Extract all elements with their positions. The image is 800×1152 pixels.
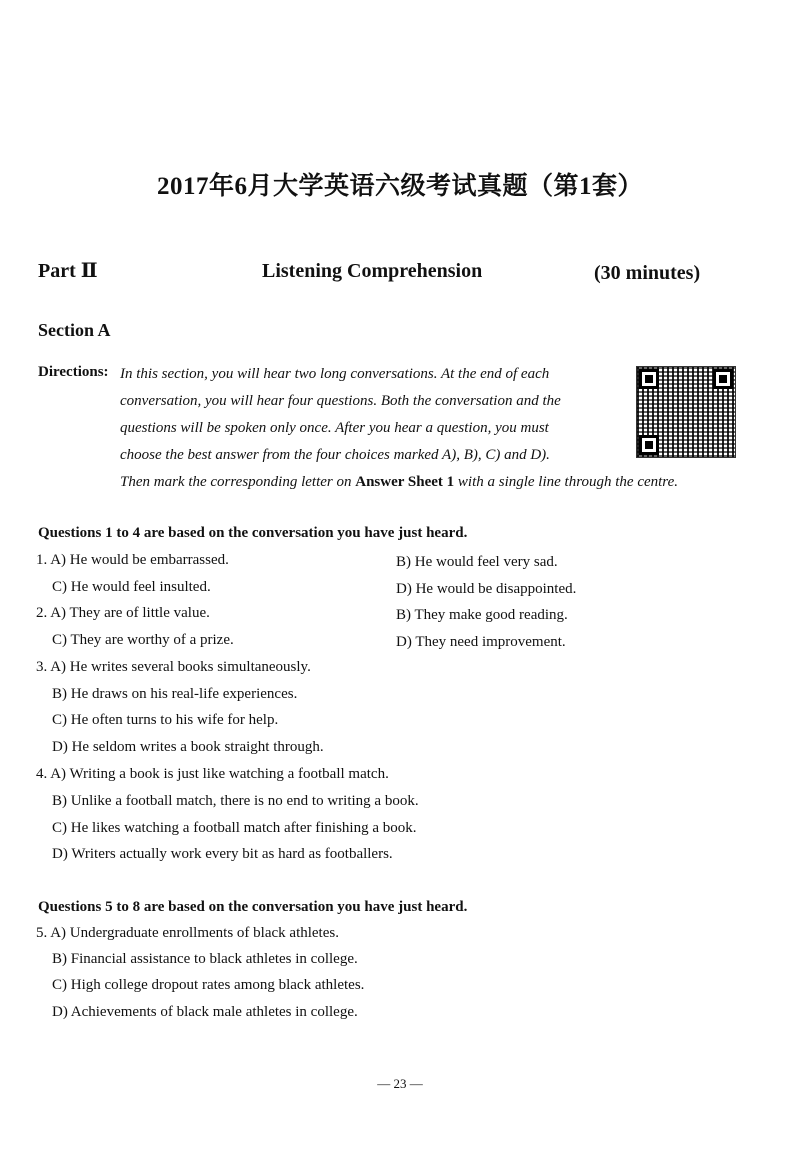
option-text: He seldom writes a book straight through. [71, 739, 324, 755]
option-letter: A) [50, 659, 67, 675]
option-letter: C) [52, 632, 67, 648]
question-2-option-c [52, 632, 234, 649]
option-letter: D) [396, 581, 412, 597]
option-text: Financial assistance to black athletes in college. [70, 951, 358, 967]
option-text: They make good reading. [414, 607, 568, 623]
qr-finder-pattern [639, 369, 659, 389]
question-number: 4. [36, 766, 48, 782]
option-text: They are of little value. [69, 605, 210, 621]
question-3-option-b [52, 686, 297, 703]
option-letter: A) [50, 925, 67, 941]
question-5-option-c [52, 977, 364, 994]
question-1-option-d [396, 581, 576, 598]
qr-code-image [636, 366, 736, 458]
option-letter: C) [52, 820, 67, 836]
directions-line: In this section, you will hear two long conversations. At the end of each [120, 366, 550, 382]
option-letter: B) [52, 793, 67, 809]
option-text: He would feel very sad. [414, 554, 558, 570]
option-letter: A) [50, 605, 67, 621]
question-number: 3. [36, 659, 48, 675]
directions-text: with a single line through the centre. [454, 474, 678, 490]
directions-line: choose the best answer from the four choices marked A), B), C) and D). [120, 447, 550, 463]
option-letter: D) [52, 1004, 68, 1020]
question-5-option-d [52, 1004, 358, 1021]
option-text: He would be disappointed. [415, 581, 577, 597]
question-4-option-a [36, 766, 389, 783]
question-5-option-b [52, 951, 358, 968]
page-title: 2017年6月大学英语六级考试真题（第1套） [156, 173, 643, 200]
part-name: Listening Comprehension [262, 260, 483, 282]
question-number: 2. [36, 605, 48, 621]
question-1-option-c [52, 579, 211, 596]
question-2-option-a [36, 605, 210, 622]
page-number: — 23 — [377, 1076, 423, 1091]
option-letter: D) [52, 739, 68, 755]
answer-sheet-label: Answer Sheet 1 [355, 474, 455, 490]
question-4-option-c [52, 820, 416, 837]
directions-line-last [120, 474, 678, 491]
option-text: He would be embarrassed. [69, 552, 229, 568]
part-label: Part Ⅱ [38, 260, 98, 282]
question-1-option-a [36, 552, 229, 569]
option-text: He often turns to his wife for help. [70, 712, 279, 728]
question-3-option-d [52, 739, 324, 756]
option-text: He would feel insulted. [70, 579, 211, 595]
option-text: Writing a book is just like watching a football match. [69, 766, 389, 782]
option-text: Achievements of black male athletes in college. [70, 1004, 358, 1020]
option-text: Undergraduate enrollments of black athletes. [69, 925, 339, 941]
question-3-option-a [36, 659, 311, 676]
part-time: (30 minutes) [594, 262, 701, 284]
option-letter: B) [396, 607, 411, 623]
option-letter: D) [52, 846, 68, 862]
question-5-option-a [36, 925, 339, 942]
option-letter: A) [50, 766, 67, 782]
option-text: High college dropout rates among black athletes. [70, 977, 365, 993]
option-letter: C) [52, 977, 67, 993]
question-2-option-d [396, 634, 566, 651]
directions-text: Then mark the corresponding letter on [120, 474, 356, 490]
option-letter: B) [52, 686, 67, 702]
qr-finder-pattern [713, 369, 733, 389]
question-2-option-b [396, 607, 568, 624]
option-text: He writes several books simultaneously. [69, 659, 311, 675]
question-group-heading: Questions 5 to 8 are based on the conversation you have just heard. [38, 899, 468, 915]
directions-line: conversation, you will hear four questions. Both the conversation and the [120, 393, 561, 409]
option-text: They are worthy of a prize. [70, 632, 234, 648]
option-letter: C) [52, 579, 67, 595]
qr-finder-pattern [639, 435, 659, 455]
question-4-option-b [52, 793, 419, 810]
option-text: He likes watching a football match after finishing a book. [70, 820, 417, 836]
question-group-heading: Questions 1 to 4 are based on the conversation you have just heard. [38, 525, 468, 541]
option-letter: B) [52, 951, 67, 967]
question-number: 1. [36, 552, 48, 568]
question-1-option-b [396, 554, 558, 571]
directions-label: Directions: [38, 364, 109, 380]
directions-line: questions will be spoken only once. After you hear a question, you must [120, 420, 549, 436]
option-letter: B) [396, 554, 411, 570]
option-text: Writers actually work every bit as hard as footballers. [71, 846, 393, 862]
option-letter: D) [396, 634, 412, 650]
section-label: Section A [38, 320, 111, 340]
option-letter: C) [52, 712, 67, 728]
option-text: Unlike a football match, there is no end to writing a book. [70, 793, 419, 809]
option-text: They need improvement. [415, 634, 566, 650]
option-text: He draws on his real-life experiences. [70, 686, 298, 702]
question-4-option-d [52, 846, 393, 863]
question-number: 5. [36, 925, 48, 941]
question-3-option-c [52, 712, 278, 729]
option-letter: A) [50, 552, 67, 568]
